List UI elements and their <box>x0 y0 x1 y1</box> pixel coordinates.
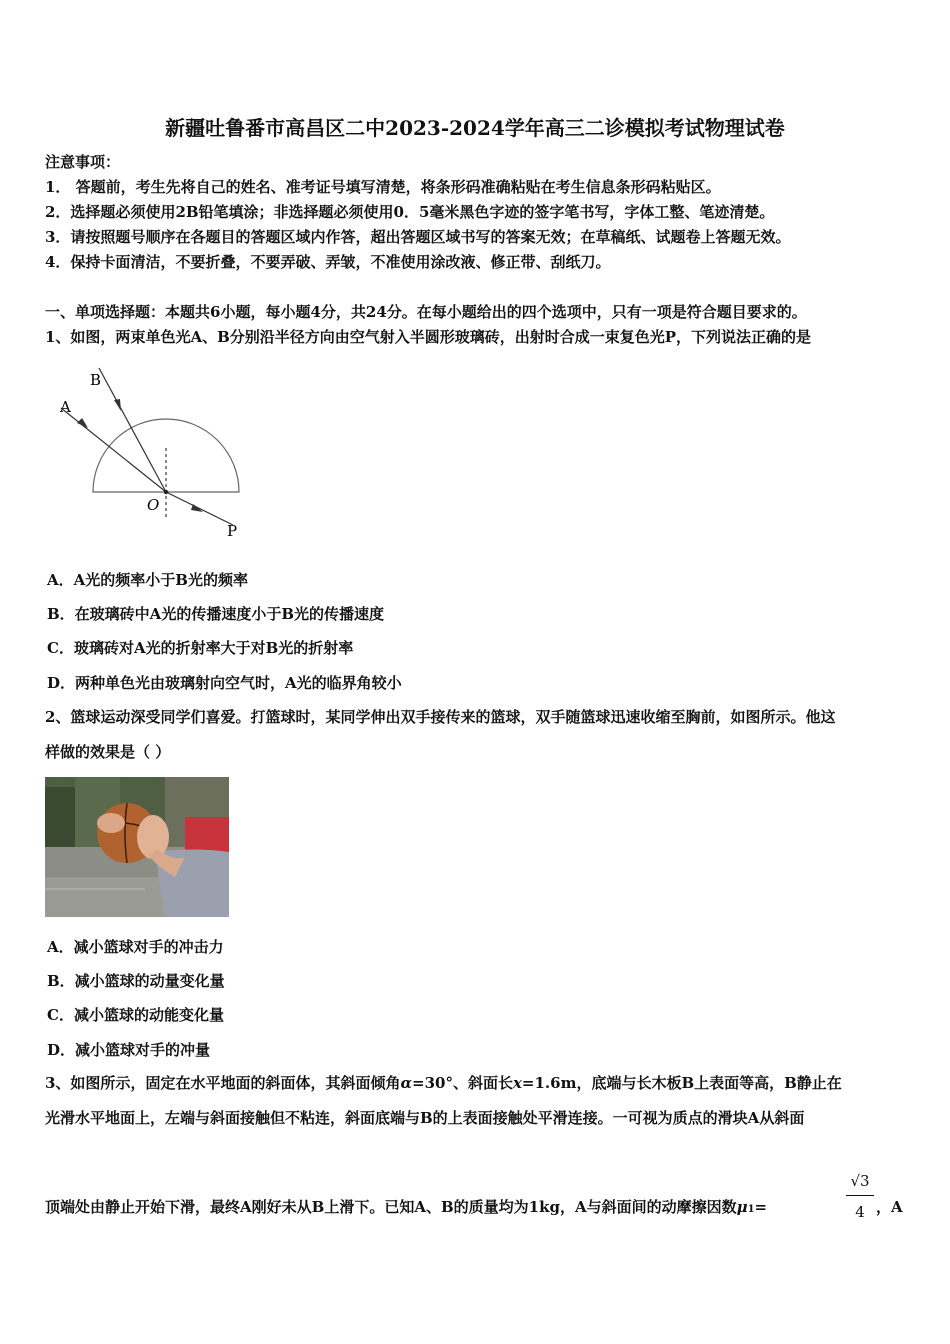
q2-option-c: C．减小篮球的动能变化量 <box>47 1006 224 1024</box>
question-2-stem-line1: 2、篮球运动深受同学们喜爱。打篮球时，某同学伸出双手接传来的篮球，双手随篮球迅速收缩至胸前，如图所示。他这 <box>45 708 836 726</box>
q1-option-c: C．玻璃砖对A光的折射率大于对B光的折射率 <box>47 639 354 657</box>
question-3-line3-end: ，A <box>876 1198 903 1216</box>
fraction-numerator: √3 <box>850 1172 870 1190</box>
notice-item-4: 4．保持卡面清洁，不要折叠，不要弄破、弄皱，不准使用涂改液、修正带、刮纸刀。 <box>45 253 611 271</box>
question-2-stem-line2: 样做的效果是（ ） <box>45 743 171 761</box>
notice-item-1: 1． 答题前，考生先将自己的姓名、准考证号填写清楚，将条形码准确粘贴在考生信息条形码粘贴区。 <box>45 178 721 196</box>
q1-option-a: A．A光的频率小于B光的频率 <box>47 571 248 589</box>
label-b: B <box>90 371 102 389</box>
q1-option-d: D．两种单色光由玻璃射向空气时，A光的临界角较小 <box>47 674 402 692</box>
q1-option-b: B．在玻璃砖中A光的传播速度小于B光的传播速度 <box>47 605 384 623</box>
fraction-bar <box>846 1195 874 1196</box>
refraction-diagram <box>55 360 255 545</box>
question-3-line2: 光滑水平地面上，左端与斜面接触但不粘连，斜面底端与B的上表面接触处平滑连接。一可视为质点的滑块A从斜面 <box>45 1109 805 1127</box>
q2-option-a: A．减小篮球对手的冲击力 <box>47 938 224 956</box>
notice-heading: 注意事项： <box>45 153 121 171</box>
label-p: P <box>227 522 238 540</box>
question-3-line1: 3、如图所示，固定在水平地面的斜面体，其斜面倾角α=30°、斜面长x=1.6m，底端与长木板B上表面等高，B静止在 <box>45 1074 842 1092</box>
question-3-line3: 顶端处由静止开始下滑，最终A刚好未从B上滑下。已知A、B的质量均为1kg，A与斜面间的动摩擦因数μ1= <box>45 1198 768 1216</box>
ray-p <box>166 492 233 525</box>
q2-option-b: B．减小篮球的动量变化量 <box>47 972 225 990</box>
label-a: A <box>60 398 71 416</box>
section-heading: 一、单项选择题：本题共6小题，每小题4分，共24分。在每小题给出的四个选项中，只有一项是符合题目要求的。 <box>45 303 807 321</box>
label-o: O <box>147 496 160 514</box>
notice-item-2: 2．选择题必须使用2B铅笔填涂；非选择题必须使用0．5毫米黑色字迹的签字笔书写，字体工整、笔迹清楚。 <box>45 203 775 221</box>
fraction-denominator: 4 <box>855 1203 865 1221</box>
arrow-b-icon <box>114 399 121 411</box>
q2-option-d: D．减小篮球对手的冲量 <box>47 1041 211 1059</box>
arrow-a-icon <box>77 418 88 428</box>
question-1-stem: 1、如图，两束单色光A、B分别沿半径方向由空气射入半圆形玻璃砖，出射时合成一束复色光P，下列说法正确的是 <box>45 328 812 346</box>
arrow-p-icon <box>191 504 203 512</box>
notice-item-3: 3．请按照题号顺序在各题目的答题区域内作答，超出答题区域书写的答案无效；在草稿纸、试题卷上答题无效。 <box>45 228 791 246</box>
page-title: 新疆吐鲁番市高昌区二中2023-2024学年高三二诊模拟考试物理试卷 <box>165 116 785 140</box>
center-point <box>164 490 168 494</box>
basketball-photo <box>45 777 229 917</box>
ray-b <box>99 368 166 492</box>
